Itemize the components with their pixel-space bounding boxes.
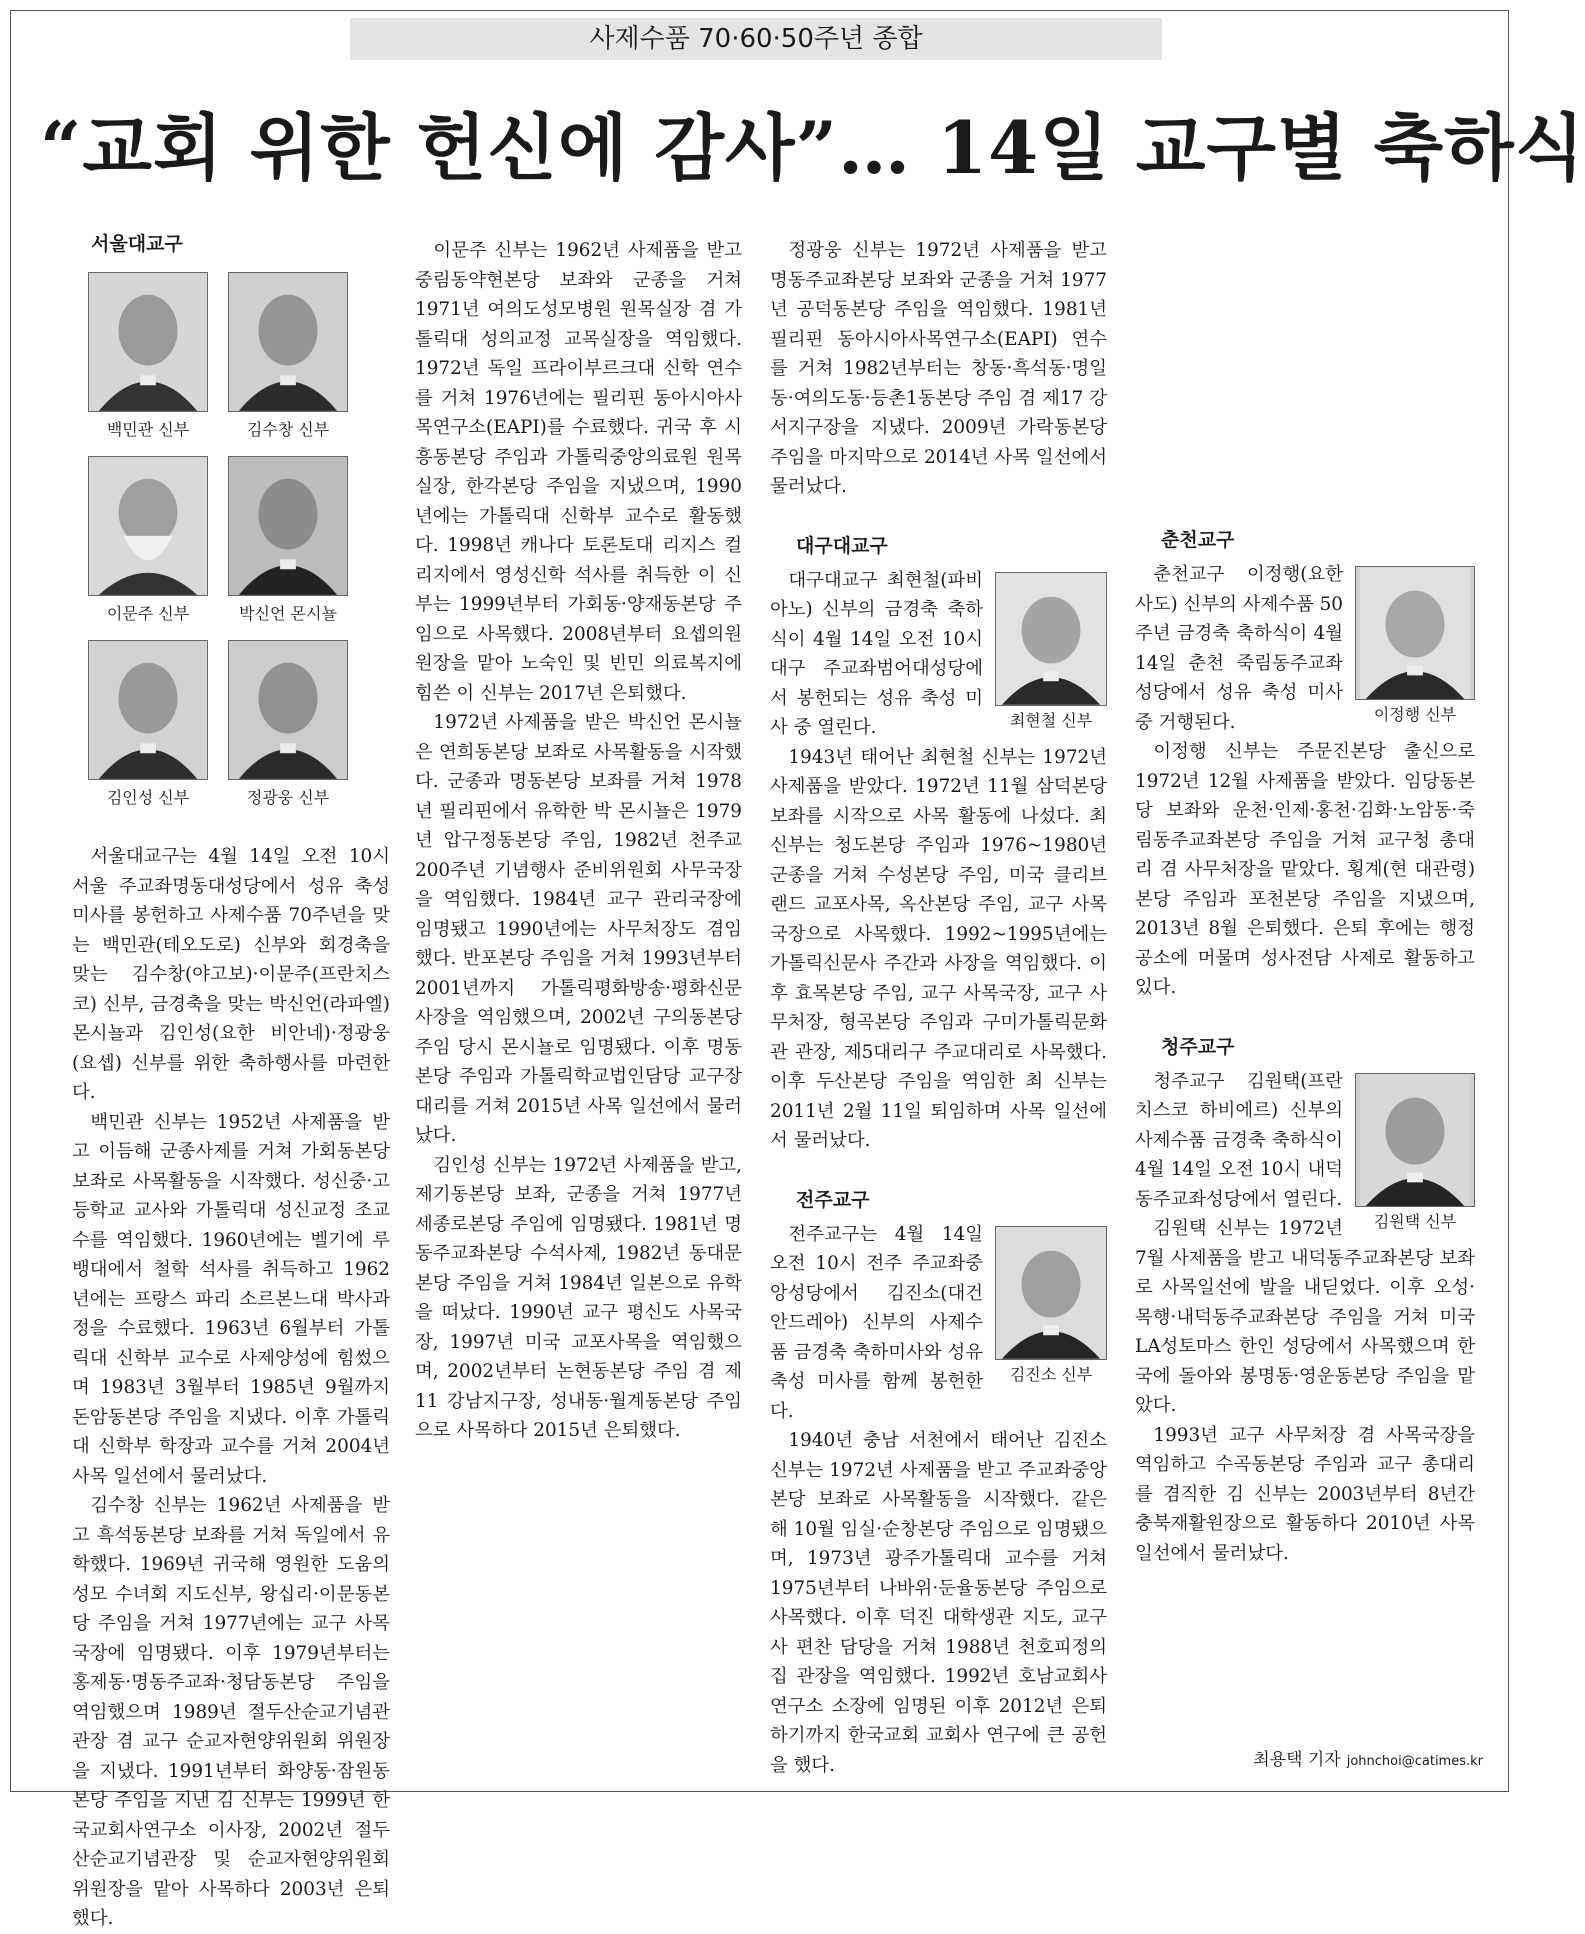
photo-block-kim-wontaek	[1355, 1073, 1475, 1233]
caption-lee-munju: 이문주 신부	[106, 604, 190, 623]
cheongju-paragraph: 김원택 신부는 1972년 7월 사제품을 받고 내덕동주교좌본당 보좌로 사목일선에 발을 내딛었다. 이후 오성·목행·내덕동주교좌본당 주임을 거쳐 미국 LA성토마스 한인 성당에서 사목했으며 한국에 돌아와 봉명동·영운동본당 주임을 맡았다.	[1135, 1218, 1475, 1416]
caption-choi-hyeoncheol: 최현철 신부	[1009, 710, 1093, 730]
caption-kim-suchang: 김수창 신부	[246, 420, 330, 439]
photo-block-lee-jeonghaeng	[1355, 566, 1475, 726]
caption-jeong-gwangung: 정광웅 신부	[246, 788, 330, 807]
column-1	[65, 230, 390, 264]
photo-baek-mingwan	[88, 272, 208, 412]
headline: “교회 위한 헌신에 감사”… 14일 교구별 축하식	[40, 105, 1585, 190]
byline-name: 최용택 기자	[1253, 1750, 1341, 1770]
seoul-paragraph: 백민관 신부는 1952년 사제품을 받고 이듬해 군종사제를 거쳐 가회동본당 보좌로 사목활동을 시작했다. 성신중·고등학교 교사와 가톨릭대 성신교정 조교수를 역임했다. 1960년에는 벨기에 루뱅대에서 철학 석사를 취득하고 1962년에는 프랑스 파리 소르본느대 박사과정을 수료했다. 1963년 6월부터 가톨릭대 신학부 교수로 사제양성에 힘썼으며 1983년 3월부터 1985년 9월까지 돈암동본당 주임을 지냈다. 이후 가톨릭대 신학부 학장과 교수를 거쳐 2004년 사목 일선에서 물러났다.	[72, 1111, 390, 1487]
photo-block-choi	[995, 572, 1107, 732]
section-banner: 사제수품 70·60·50주년 종합	[350, 18, 1162, 60]
photo-block-kim-jinso	[995, 1226, 1107, 1386]
jeonju-paragraph: 1940년 충남 서천에서 태어난 김진소 신부는 1972년 사제품을 받고 주교좌중앙본당 보좌로 사목활동을 시작했다. 같은 해 10월 임실·순창본당 주임으로 임명됐으며, 1973년 광주가톨릭대 교수를 거쳐 1975년부터 나바위·둔율동본당 주임으로 사목했다. 이후 덕진 대학생관 지도, 교구사 편찬 담당을 거쳐 1988년 천호피정의 집 관장을 역임했다. 1992년 호남교회사연구소 소장에 임명된 이후 2012년 은퇴하기까지 한국교회 교회사 연구에 큰 공헌을 했다.	[770, 1430, 1107, 1776]
photo-lee-jeonghaeng	[1355, 566, 1475, 700]
photo-jeong-gwangung	[228, 640, 348, 780]
chuncheon-paragraph: 춘천교구 이정행(요한 사도) 신부의 사제수품 50주년 금경축 축하식이 4월 14일 춘천 죽림동주교좌성당에서 성유 축성 미사 중 거행된다.	[1135, 564, 1344, 733]
seoul-paragraph: 정광웅 신부는 1972년 사제품을 받고 명동주교좌본당 보좌와 군종을 거쳐 1977년 공덕동본당 주임을 역임했다. 1981년 필리핀 동아시아사목연구소(EAPI) 연수를 거쳐 1982년부터는 창동·흑석동·명일동·여의도동·등촌1동본당 주임 겸 제17 강서지구장을 지냈다. 2009년 가락동본당 주임을 마지막으로 2014년 사목 일선에서 물러났다.	[770, 240, 1107, 497]
byline	[1253, 1745, 1483, 1770]
caption-baek-mingwan: 백민관 신부	[106, 420, 190, 439]
caption-lee-jeonghaeng: 이정행 신부	[1373, 705, 1457, 724]
seoul-paragraph: 김수창 신부는 1962년 사제품을 받고 흑석동본당 보좌를 거쳐 독일에서 유학했다. 1969년 귀국해 영원한 도움의 성모 수녀회 지도신부, 왕십리·이문동본당 주임을 거쳐 1977년에는 교구 사목국장에 임명됐다. 이후 1979년부터는 홍제동·명동주교좌·청담동본당 주임을 역임했으며 1989년 절두산순교기념관 관장 겸 교구 순교자현양위원회 위원장을 지냈다. 1991년부터 화양동·잠원동본당 주임을 지낸 김 신부는 1999년 한국교회사연구소 이사장, 2002년 절두산순교기념관장 및 순교자현양위원회 위원장을 맡아 사목하다 2003년 은퇴했다.	[72, 1495, 390, 1929]
photo-choi-hyeoncheol	[995, 572, 1107, 706]
photo-kim-wontaek	[1355, 1073, 1475, 1207]
seoul-paragraph: 서울대교구는 4월 14일 오전 10시 서울 주교좌명동대성당에서 성유 축성 미사를 봉헌하고 사제수품 70주년을 맞는 백민관(테오도로) 신부와 회경축을 맞는 김수창(야고보)·이문주(프란치스코) 신부, 금경축을 맞는 박신언(라파엘) 몬시뇰과 김인성(요한 비안네)·정광웅(요셉) 신부를 위한 축하행사를 마련한다.	[72, 846, 390, 1103]
column-4	[1135, 236, 1475, 1726]
caption-kim-inseong: 김인성 신부	[106, 788, 190, 807]
seoul-paragraph: 이문주 신부는 1962년 사제품을 받고 중림동약현본당 보좌와 군종을 거쳐 1971년 여의도성모병원 원목실장 겸 가톨릭대 성의교정 교목실장을 역임했다. 1972년 독일 프라이부르크대 신학 연수를 거쳐 1976년에는 필리핀 동아시아사목연구소(EAPI)를 수료했다. 귀국 후 시흥동본당 주임과 가톨릭중앙의료원 원목실장, 한각본당 주임을 지냈으며, 1990년에는 가톨릭대 신학부 교수로 활동했다. 1998년 캐나다 토론토대 리지스 컬리지에서 영성신학 석사를 취득한 이 신부는 1999년부터 가회동·양재동본당 주임으로 사목했다. 2008년부터 요셉의원 원장을 맡아 노숙인 및 빈민 의료복지에 힘쓴 이 신부는 2017년 은퇴했다.	[415, 240, 742, 704]
daegu-paragraph: 대구대교구 최현철(파비아노) 신부의 금경축 축하식이 4월 14일 오전 10시 대구 주교좌범어대성당에서 봉헌되는 성유 축성 미사 중 열린다.	[770, 569, 983, 738]
section-title-cheongju: 청주교구	[1161, 1035, 1235, 1058]
column-2	[415, 236, 742, 1726]
section-title-chuncheon: 춘천교구	[1161, 529, 1235, 551]
jeonju-paragraph: 전주교구는 4월 14일 오전 10시 전주 주교좌중앙성당에서 김진소(대건 안드레아) 신부의 사제수품 금경축 축하미사와 성유 축성 미사를 함께 봉헌한다.	[770, 1223, 983, 1422]
photo-kim-inseong	[88, 640, 208, 780]
cheongju-paragraph: 청주교구 김원택(프란치스코 하비에르) 신부의 사제수품 금경축 축하식이 4월 14일 오전 10시 내덕동주교좌성당에서 열린다.	[1135, 1070, 1343, 1210]
column-1-text	[72, 842, 390, 1929]
photo-lee-munju	[88, 456, 208, 596]
daegu-paragraph: 1943년 태어난 최현철 신부는 1972년 사제품을 받았다. 1972년 11월 삼덕본당 보좌를 시작으로 사목 활동에 나섰다. 최 신부는 청도본당 주임과 1976~1980년 군종을 거쳐 수성본당 주임, 미국 클리브랜드 교포사목, 옥산본당 주임, 교구 사목국장으로 사목했다. 1992~1995년에는 가톨릭신문사 주간과 사장을 역임했다. 이후 효목본당 주임, 교구 사목국장, 교구 사무처장, 형곡본당 주임과 구미가톨릭문화관 관장, 제5대리구 주교대리로 사목했다. 이후 두산본당 주임을 역임한 최 신부는 2011년 2월 11일 퇴임하며 사목 일선에서 물러났다.	[770, 746, 1107, 1151]
section-title-seoul: 서울대교구	[91, 233, 183, 255]
chuncheon-paragraph: 이정행 신부는 주문진본당 출신으로 1972년 12월 사제품을 받았다. 임당동본당 보좌와 운천·인제·홍천·김화·노암동·죽림동주교좌본당 주임을 거쳐 교구청 총대리 겸 사무처장을 맡았다. 횡계(현 대관령)본당 주임과 포천본당 주임을 지냈으며, 2013년 8월 은퇴했다. 은퇴 후에는 행정공소에 머물며 성사전담 사제로 활동하고 있다.	[1135, 741, 1475, 998]
section-title-jeonju: 전주교구	[796, 1188, 870, 1211]
caption-kim-jinso: 김진소 신부	[1009, 1364, 1093, 1384]
caption-kim-wontaek: 김원택 신부	[1373, 1211, 1457, 1231]
byline-email: johnchoi@catimes.kr	[1346, 1754, 1483, 1769]
seoul-paragraph: 1972년 사제품을 받은 박신언 몬시뇰은 연희동본당 보좌로 사목활동을 시작했다. 군종과 명동본당 보좌를 거쳐 1978년 필리핀에서 유학한 박 몬시뇰은 1979년 압구정동본당 주임, 1982년 천주교 200주년 기념행사 준비위원회 사무국장을 역임했다. 1984년 교구 관리국장에 임명됐고 1990년에는 사무처장도 겸임했다. 반포본당 주임을 거쳐 1993년부터 2001년까지 가톨릭평화방송·평화신문 사장을 역임했으며, 2002년 구의동본당 주임 당시 몬시뇰로 임명됐다. 이후 명동본당 주임과 가톨릭학교법인담당 교구장대리를 거쳐 2015년 사목 일선에서 물러났다.	[415, 712, 742, 1146]
section-title-daegu: 대구대교구	[796, 534, 888, 557]
seoul-paragraph: 김인성 신부는 1972년 사제품을 받고, 제기동본당 보좌, 군종을 거쳐 1977년 세종로본당 주임에 임명됐다. 1981년 명동주교좌본당 수석사제, 1982년 동대문본당 주임을 거쳐 1984년 일본으로 유학을 떠났다. 1990년 교구 평신도 사목국장, 1997년 미국 교포사목을 역임했으며, 2002년부터 논현동본당 주임 겸 제11 강남지구장, 성내동·월계동본당 주임으로 사목하다 2015년 은퇴했다.	[415, 1154, 742, 1441]
photo-kim-suchang	[228, 272, 348, 412]
cheongju-paragraph: 1993년 교구 사무처장 겸 사목국장을 역임하고 수곡동본당 주임과 교구 총대리를 겸직한 김 신부는 2003년부터 8년간 충북재활원장으로 활동하다 2010년 사목 일선에서 물러났다.	[1135, 1424, 1475, 1564]
photo-kim-jinso	[995, 1226, 1107, 1360]
column-3	[770, 236, 1107, 1776]
caption-park-sineon: 박신언 몬시뇰	[239, 604, 337, 623]
photo-park-sineon	[228, 456, 348, 596]
